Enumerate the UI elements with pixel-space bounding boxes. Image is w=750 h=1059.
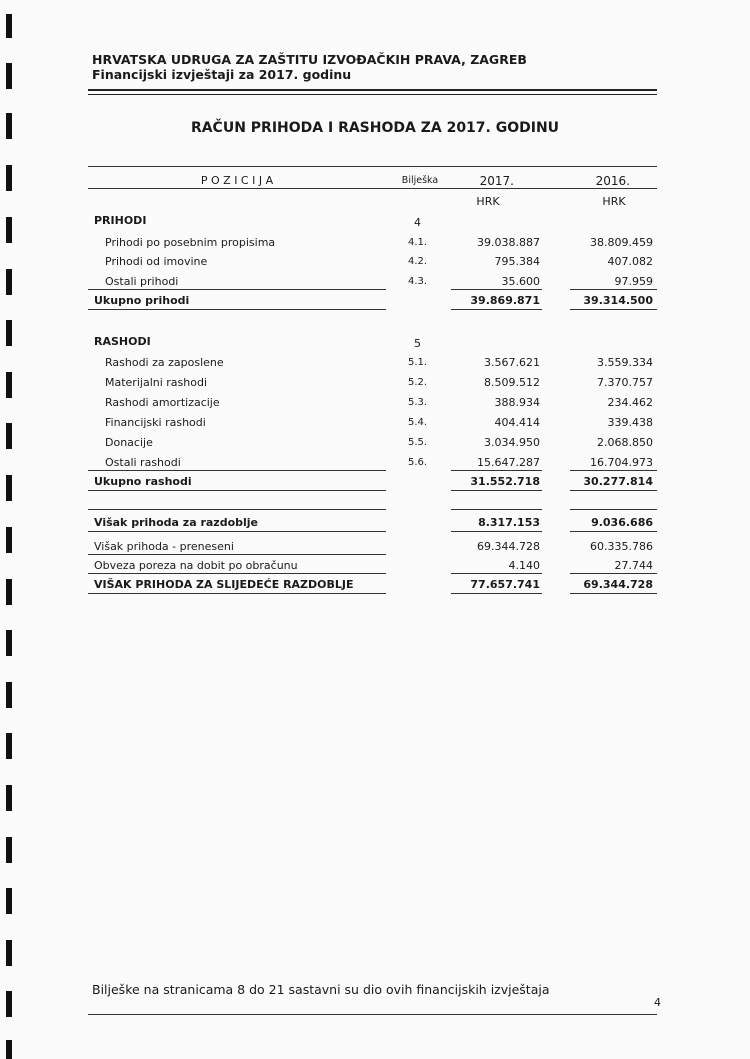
final-total-label: VIŠAK PRIHODA ZA SLIJEDEĆE RAZDOBLJE — [94, 578, 354, 591]
row-label: Rashodi za zaposlene — [105, 356, 224, 369]
note-ref: 5.4. — [408, 417, 428, 428]
row-label: Obveza poreza na dobit po obračunu — [94, 559, 298, 572]
value-2017: 795.384 — [494, 255, 540, 268]
final-total-2016: 69.344.728 — [583, 578, 653, 591]
document-header — [92, 52, 527, 82]
value-2016: 3.559.334 — [597, 356, 653, 369]
page-number: 4 — [654, 996, 661, 1009]
row-label: Donacije — [105, 436, 153, 449]
subtotal-rule — [570, 470, 657, 471]
value-2017: 404.414 — [494, 416, 540, 429]
total-2017: 31.552.718 — [470, 475, 540, 488]
total-2016: 30.277.814 — [583, 475, 653, 488]
total-rule — [570, 309, 657, 310]
row-rule — [451, 573, 542, 574]
column-header-rule — [88, 188, 657, 189]
value-2016: 9.036.686 — [591, 516, 653, 529]
value-2016: 7.370.757 — [597, 376, 653, 389]
row-rule — [88, 554, 386, 555]
row-rule — [570, 531, 657, 532]
note-ref: 4.3. — [408, 276, 428, 287]
note-ref: 5.2. — [408, 377, 428, 388]
subtotal-rule — [451, 470, 542, 471]
total-label: Ukupno prihodi — [94, 294, 190, 307]
report-subtitle: Financijski izvještaji za 2017. godinu — [92, 67, 352, 82]
row-label: Prihodi od imovine — [105, 255, 208, 268]
note-ref: 5.3. — [408, 397, 428, 408]
value-2017: 15.647.287 — [477, 456, 540, 469]
row-label: Višak prihoda za razdoblje — [94, 516, 259, 529]
subtotal-rule — [451, 289, 542, 290]
note-ref: 5 — [414, 337, 421, 350]
note-ref: 4 — [414, 216, 421, 229]
total-rule — [570, 490, 657, 491]
currency-2017: HRK — [476, 195, 500, 208]
note-ref: 5.5. — [408, 437, 428, 448]
total-2017: 39.869.871 — [470, 294, 540, 307]
value-2016: 16.704.973 — [590, 456, 653, 469]
column-header-2017: 2017. — [479, 174, 514, 188]
row-rule — [451, 531, 542, 532]
final-total-2017: 77.657.741 — [470, 578, 540, 591]
column-header-2016: 2016. — [595, 174, 630, 188]
row-rule — [570, 573, 657, 574]
total-label: Ukupno rashodi — [94, 475, 192, 488]
note-ref: 4.1. — [408, 237, 428, 248]
value-2017: 69.344.728 — [477, 540, 540, 553]
row-label: Rashodi amortizacije — [105, 396, 220, 409]
statement-title: RAČUN PRIHODA I RASHODA ZA 2017. GODINU — [190, 120, 560, 136]
total-rule — [451, 309, 542, 310]
section-top-rule — [451, 509, 542, 510]
value-2017: 4.140 — [508, 559, 540, 572]
value-2017: 3.567.621 — [484, 356, 540, 369]
value-2017: 8.509.512 — [484, 376, 540, 389]
value-2016: 60.335.786 — [590, 540, 653, 553]
header-rule-thick — [88, 89, 657, 91]
subtotal-rule — [88, 289, 386, 290]
section-top-rule — [570, 509, 657, 510]
value-2016: 339.438 — [607, 416, 653, 429]
value-2016: 2.068.850 — [597, 436, 653, 449]
value-2017: 3.034.950 — [484, 436, 540, 449]
section-top-rule — [88, 509, 386, 510]
value-2016: 27.744 — [614, 559, 653, 572]
note-ref: 4.2. — [408, 256, 428, 267]
organization-name: HRVATSKA UDRUGA ZA ZAŠTITU IZVOĐAČKIH PRAVA, ZAGREB — [92, 52, 527, 67]
section-heading-rashodi: RASHODI — [94, 335, 151, 348]
total-2016: 39.314.500 — [583, 294, 653, 307]
value-2016: 234.462 — [607, 396, 653, 409]
final-rule — [570, 593, 657, 594]
total-rule — [88, 309, 386, 310]
note-ref: 5.6. — [408, 457, 428, 468]
final-rule — [88, 593, 386, 594]
currency-2016: HRK — [602, 195, 626, 208]
table-top-rule — [88, 166, 657, 167]
column-header-note: Bilješka — [401, 175, 439, 186]
row-label: Materijalni rashodi — [105, 376, 208, 389]
final-rule — [451, 593, 542, 594]
column-header-position: P O Z I C I J A — [200, 174, 274, 187]
row-label: Ostali prihodi — [105, 275, 179, 288]
total-rule — [451, 490, 542, 491]
subtotal-rule — [88, 470, 386, 471]
note-ref: 5.1. — [408, 357, 428, 368]
value-2017: 35.600 — [501, 275, 540, 288]
value-2017: 39.038.887 — [477, 236, 540, 249]
footer-note: Bilješke na stranicama 8 do 21 sastavni su dio ovih financijskih izvještaja — [92, 982, 550, 997]
footer-rule — [88, 1014, 657, 1015]
section-heading-prihodi: PRIHODI — [94, 214, 147, 227]
row-label: Ostali rashodi — [105, 456, 181, 469]
header-rule-thin — [88, 94, 657, 95]
row-label: Financijski rashodi — [105, 416, 206, 429]
total-rule — [88, 490, 386, 491]
row-label: Prihodi po posebnim propisima — [105, 236, 276, 249]
row-label: Višak prihoda - preneseni — [94, 540, 234, 553]
row-rule — [88, 531, 386, 532]
value-2016: 97.959 — [614, 275, 653, 288]
value-2017: 388.934 — [494, 396, 540, 409]
value-2016: 407.082 — [607, 255, 653, 268]
value-2016: 38.809.459 — [590, 236, 653, 249]
value-2017: 8.317.153 — [478, 516, 540, 529]
row-rule — [88, 573, 386, 574]
subtotal-rule — [570, 289, 657, 290]
